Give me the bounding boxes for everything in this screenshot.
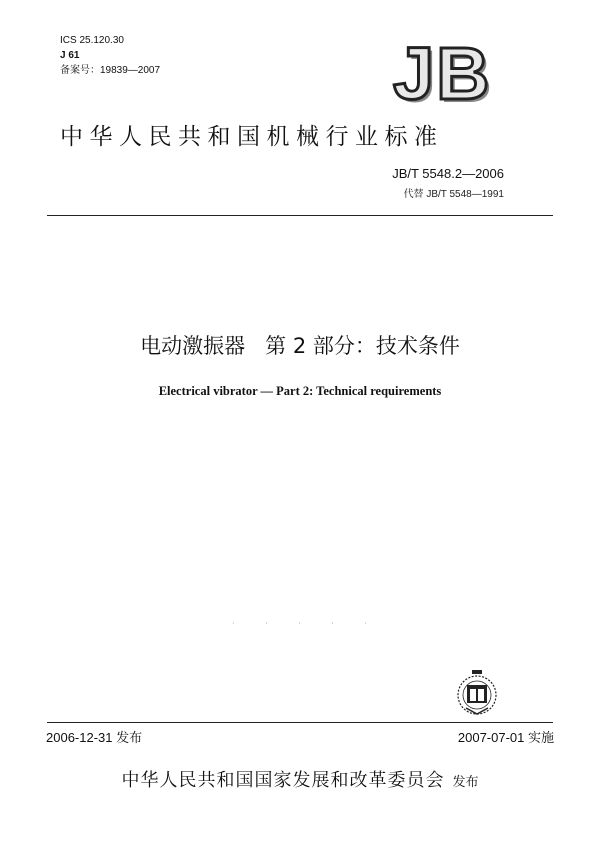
publisher-organization: 中华人民共和国国家发展和改革委员会 xyxy=(121,770,445,791)
publisher-emblem-icon xyxy=(452,668,502,720)
implementation-date: 2007-07-01 实施 xyxy=(457,730,554,745)
agency-title: 中华人民共和国机械行业标准 xyxy=(60,124,444,150)
publisher-action: 发布 xyxy=(452,775,479,790)
footer-divider xyxy=(47,722,553,723)
document-title-chinese: 电动激振器 第 2 部分：技术条件 xyxy=(140,334,460,358)
ics-code: ICS 25.120.30 xyxy=(60,35,124,46)
standard-number: JB/T 5548.2—2006 xyxy=(392,166,504,181)
issue-date: 2006-12-31 发布 xyxy=(46,730,143,745)
jb-logo: JB xyxy=(393,32,492,115)
publisher-line xyxy=(0,766,600,792)
document-title-english: Electrical vibrator — Part 2: Technical requirements xyxy=(158,384,442,398)
scan-specks: · · · · · xyxy=(232,619,381,628)
filing-number: 备案号：19839—2007 xyxy=(60,65,161,76)
header-divider xyxy=(47,215,553,216)
replaces-standard: 代替 JB/T 5548—1991 xyxy=(403,189,504,200)
category-code: J 61 xyxy=(60,50,80,61)
